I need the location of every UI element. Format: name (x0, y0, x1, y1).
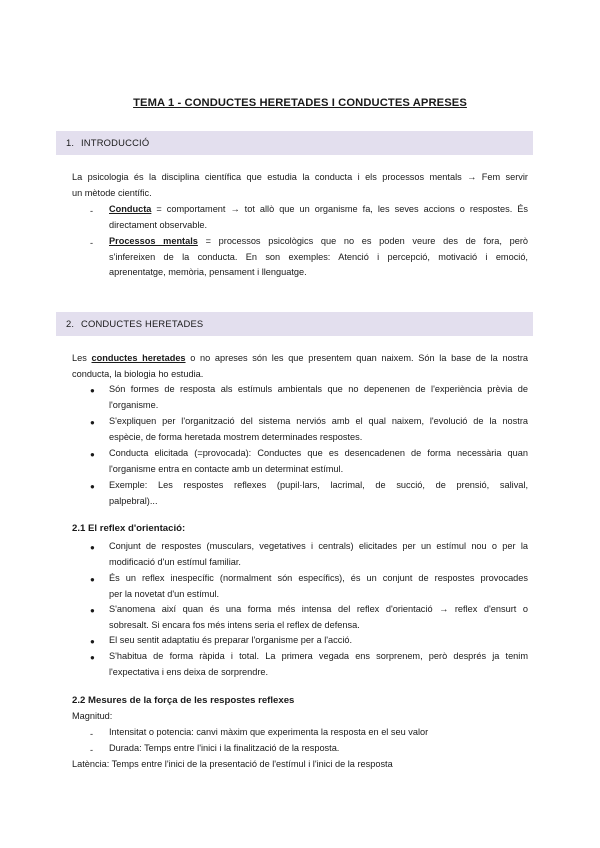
list-item (109, 571, 528, 602)
text-line: directament observable. (109, 219, 208, 230)
magnitud-label: Magnitud: (72, 711, 113, 721)
text-line: conducta, la biologia ho estudia. (72, 368, 204, 379)
bullet-marker: ● (90, 606, 95, 615)
text-line: El seu sentit adaptatiu és preparar l'organisme per a l'acció. (109, 635, 353, 645)
text-line: És un reflex inespecífic (normalment són específics), és un conjunt de respostes provocades (109, 573, 528, 583)
bullet-marker: ● (90, 482, 95, 491)
list-item (109, 414, 528, 445)
list-item (109, 478, 528, 509)
heretades-paragraph (72, 351, 528, 382)
dash-marker: - (90, 206, 94, 216)
term-conductes-heretades: conductes heretades (91, 353, 186, 363)
bullet-marker: ● (90, 575, 95, 584)
subsection-heading-reflex: 2.1 El reflex d'orientació: (72, 523, 186, 534)
bullet-marker: ● (90, 386, 95, 395)
text-line: aprenentatge, memòria, pensament i llenguatge. (109, 267, 307, 277)
definition-processos-mentals (109, 234, 528, 281)
text-line: palpebral)... (109, 495, 158, 506)
text-span: = processos psicològics que no es poden veure des de fora, però (197, 236, 528, 246)
text-line: S'habitua de forma ràpida i total. La primera vegada ens sorprenem, però després ja tenim (109, 651, 528, 661)
latencia-text: Latència: Temps entre l'inici de la presentació de l'estímul i l'inici de la resposta (72, 759, 393, 769)
text-line: l'organisme. (109, 399, 159, 410)
section-title: INTRODUCCIÓ (81, 137, 150, 148)
list-item: Intensitat o potencia: canvi màxim que experimenta la resposta en el seu valor (109, 727, 429, 737)
bullet-marker: ● (90, 637, 95, 646)
list-item: Durada: Temps entre l'inici i la finalització de la resposta. (109, 743, 340, 753)
dash-marker: - (90, 745, 94, 755)
text-line: Són formes de resposta als estímuls ambientals que no depenenen de l'experiència prèvia de (109, 384, 528, 394)
text-line: l'organisme entra en contacte amb un determinat estímul. (109, 463, 344, 474)
text-line: l'expectativa i ens deixa de sorprendre. (109, 666, 269, 677)
text-line: Exemple: Les respostes reflexes (pupil·lars, lacrimal, de succió, de prensió, salival, (109, 480, 528, 490)
definition-conducta (109, 202, 528, 233)
section-header-conductes-heretades (56, 312, 533, 336)
term-processos-mentals: Processos mentals (109, 236, 198, 246)
term-conducta: Conducta (109, 204, 152, 214)
text-span: = comportament → tot allò que un organisme fa, les seves accions o respostes. És (151, 204, 528, 214)
intro-paragraph (72, 170, 528, 201)
text-line: espècie, de forma heretada mostrem determinades respostes. (109, 431, 363, 442)
dash-marker: - (90, 729, 94, 739)
list-item (109, 633, 528, 649)
list-item (109, 539, 528, 570)
document-title: TEMA 1 - CONDUCTES HERETADES I CONDUCTES APRESES (133, 97, 467, 109)
bullet-marker: ● (90, 450, 95, 459)
text-line: modificació d'un estímul familiar. (109, 556, 241, 567)
list-item (109, 649, 528, 680)
text-line: Conjunt de respostes (musculars, vegetatives i centrals) elicitades per un estímul nou o per la (109, 541, 528, 551)
text-line: sobresalt. Si encara fos més intens seria el reflex de defensa. (109, 619, 360, 630)
section-header-introduccio (56, 131, 533, 155)
text-line: S'anomena així quan és una forma més intensa del reflex d'orientació → reflex d'ensurt o (109, 604, 528, 614)
text-line: per la novetat d'un estímul. (109, 588, 220, 599)
section-number: 2. (66, 318, 75, 329)
bullet-marker: ● (90, 418, 95, 427)
bullet-marker: ● (90, 653, 95, 662)
bullet-marker: ● (90, 543, 95, 552)
section-title: CONDUCTES HERETADES (81, 318, 204, 329)
text-line: un mètode científic. (72, 187, 152, 198)
list-item (109, 602, 528, 633)
text-span: Les (72, 353, 92, 363)
section-number: 1. (66, 137, 75, 148)
list-item (109, 446, 528, 477)
list-item (109, 382, 528, 413)
dash-marker: - (90, 238, 94, 248)
text-line: s'infereixen de la conducta. En son exemples: Atenció i percepció, motivació i emoció, (109, 251, 528, 262)
text-line: La psicologia és la disciplina científica que estudia la conducta i els processos mentals → Fem servir (72, 172, 528, 182)
text-line: S'expliquen per l'organització del sistema nerviós amb el qual naixem, l'evolució de la nostra (109, 416, 528, 426)
subsection-heading-mesures: 2.2 Mesures de la força de les respostes reflexes (72, 695, 295, 706)
text-span: o no apreses són les que presentem quan naixem. Són la base de la nostra (185, 353, 528, 363)
text-line: Conducta elicitada (=provocada): Conductes que es desencadenen de forma necessària quan (109, 448, 528, 458)
